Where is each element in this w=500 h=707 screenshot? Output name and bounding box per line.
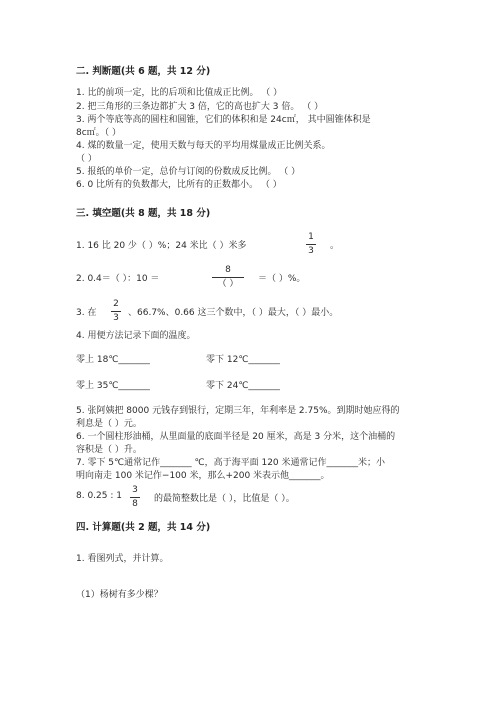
temp-minus-24: 零下 24℃_______ [206,381,280,391]
s2-question-4: 4. 煤的数量一定，使用天数与每天的平均用煤量成正比例关系。 [76,141,331,151]
fraction-2-3 [111,300,121,323]
fraction-1-3 [306,233,316,256]
s4-subquestion-1: （1）杨树有多少棵？ [76,590,163,600]
s2-question-2: 2. 把三角形的三条边都扩大 3 倍，它的高也扩大 3 倍。 （ ） [76,102,324,112]
fraction-numerator: 2 [113,299,119,309]
s3-question-5-cont: 利息是（ ）元。 [76,419,142,429]
s3-question-7-cont: 明向南走 100 米记作−100 米，那么+200 米表示他_______。 [76,471,330,481]
s3-question-4: 4. 用便方法记录下面的温度。 [76,331,196,341]
fraction-numerator: 8 [225,265,231,275]
section-2-title: 二. 判断题(共 6 题，共 12 分) [76,66,211,77]
s3-question-6-cont: 容积是（ ）升。 [76,445,142,455]
s2-question-4-cont: （ ） [76,154,97,164]
s3-question-8-end: 的最简整数比是（ ），比值是（ ）。 [154,494,295,504]
s3-question-3: 3. 在 [76,308,97,318]
s3-question-6: 6. 一个圆柱形油桶，从里面量的底面半径是 20 厘米，高是 3 分米，这个油桶的 [76,432,396,442]
fraction-denominator: 8 [132,499,138,509]
s3-question-7: 7. 零下 5℃通常记作_______ ℃，高于海平面 120 米通常记作_______米；小 [76,458,386,468]
fraction-numerator: 1 [308,232,314,242]
fraction-3-8 [130,486,140,509]
s3-question-2: 2. 0.4＝（ ）：10 ＝ [76,274,160,284]
s2-question-3-cont: 8c㎡。（ ） [76,128,122,138]
s4-question-1: 1. 看图列式，并计算。 [76,554,169,564]
s3-question-1: 1. 16 比 20 少（ ）%；24 米比（ ）米多 [76,241,247,251]
section-3-title: 三. 填空题(共 8 题，共 18 分) [76,208,211,219]
s3-question-8: 8. 0.25 : 1 [76,491,122,501]
s3-question-2-end: ＝（ ）%。 [258,274,306,284]
temp-minus-12: 零下 12℃_______ [206,355,280,365]
s2-question-1: 1. 比的前项一定，比的后项和比值成正比例。 （ ） [76,88,283,98]
fraction-denominator: 3 [113,313,119,323]
s2-question-5: 5. 报纸的单价一定，总价与订阅的份数成反比例。 （ ） [76,167,301,177]
s2-question-6: 6. 0 比所有的负数都大，比所有的正数都小。 （ ） [76,180,282,190]
s3-question-1-end: 。 [330,241,340,251]
temp-plus-35: 零上 35℃_______ [76,381,150,391]
s3-question-5: 5. 张阿姨把 8000 元钱存到银行，定期三年，年利率是 2.75%。到期时她应得的 [76,406,400,416]
fraction-numerator: 3 [132,485,138,495]
s3-question-3-end: 、66.7%、0.66 这三个数中，（ ）最大，（ ）最小。 [128,308,339,318]
section-4-title: 四. 计算题(共 2 题，共 14 分) [76,522,211,533]
fraction-denominator: 3 [308,246,314,256]
s2-question-3: 3. 两个等底等高的圆柱和圆锥，它们的体积和是 24c㎡， 其中圆锥体积是 [76,115,371,125]
temp-plus-18: 零上 18℃_______ [76,355,150,365]
fraction-denominator: （ ） [217,279,239,289]
fraction-8-blank [212,266,244,289]
